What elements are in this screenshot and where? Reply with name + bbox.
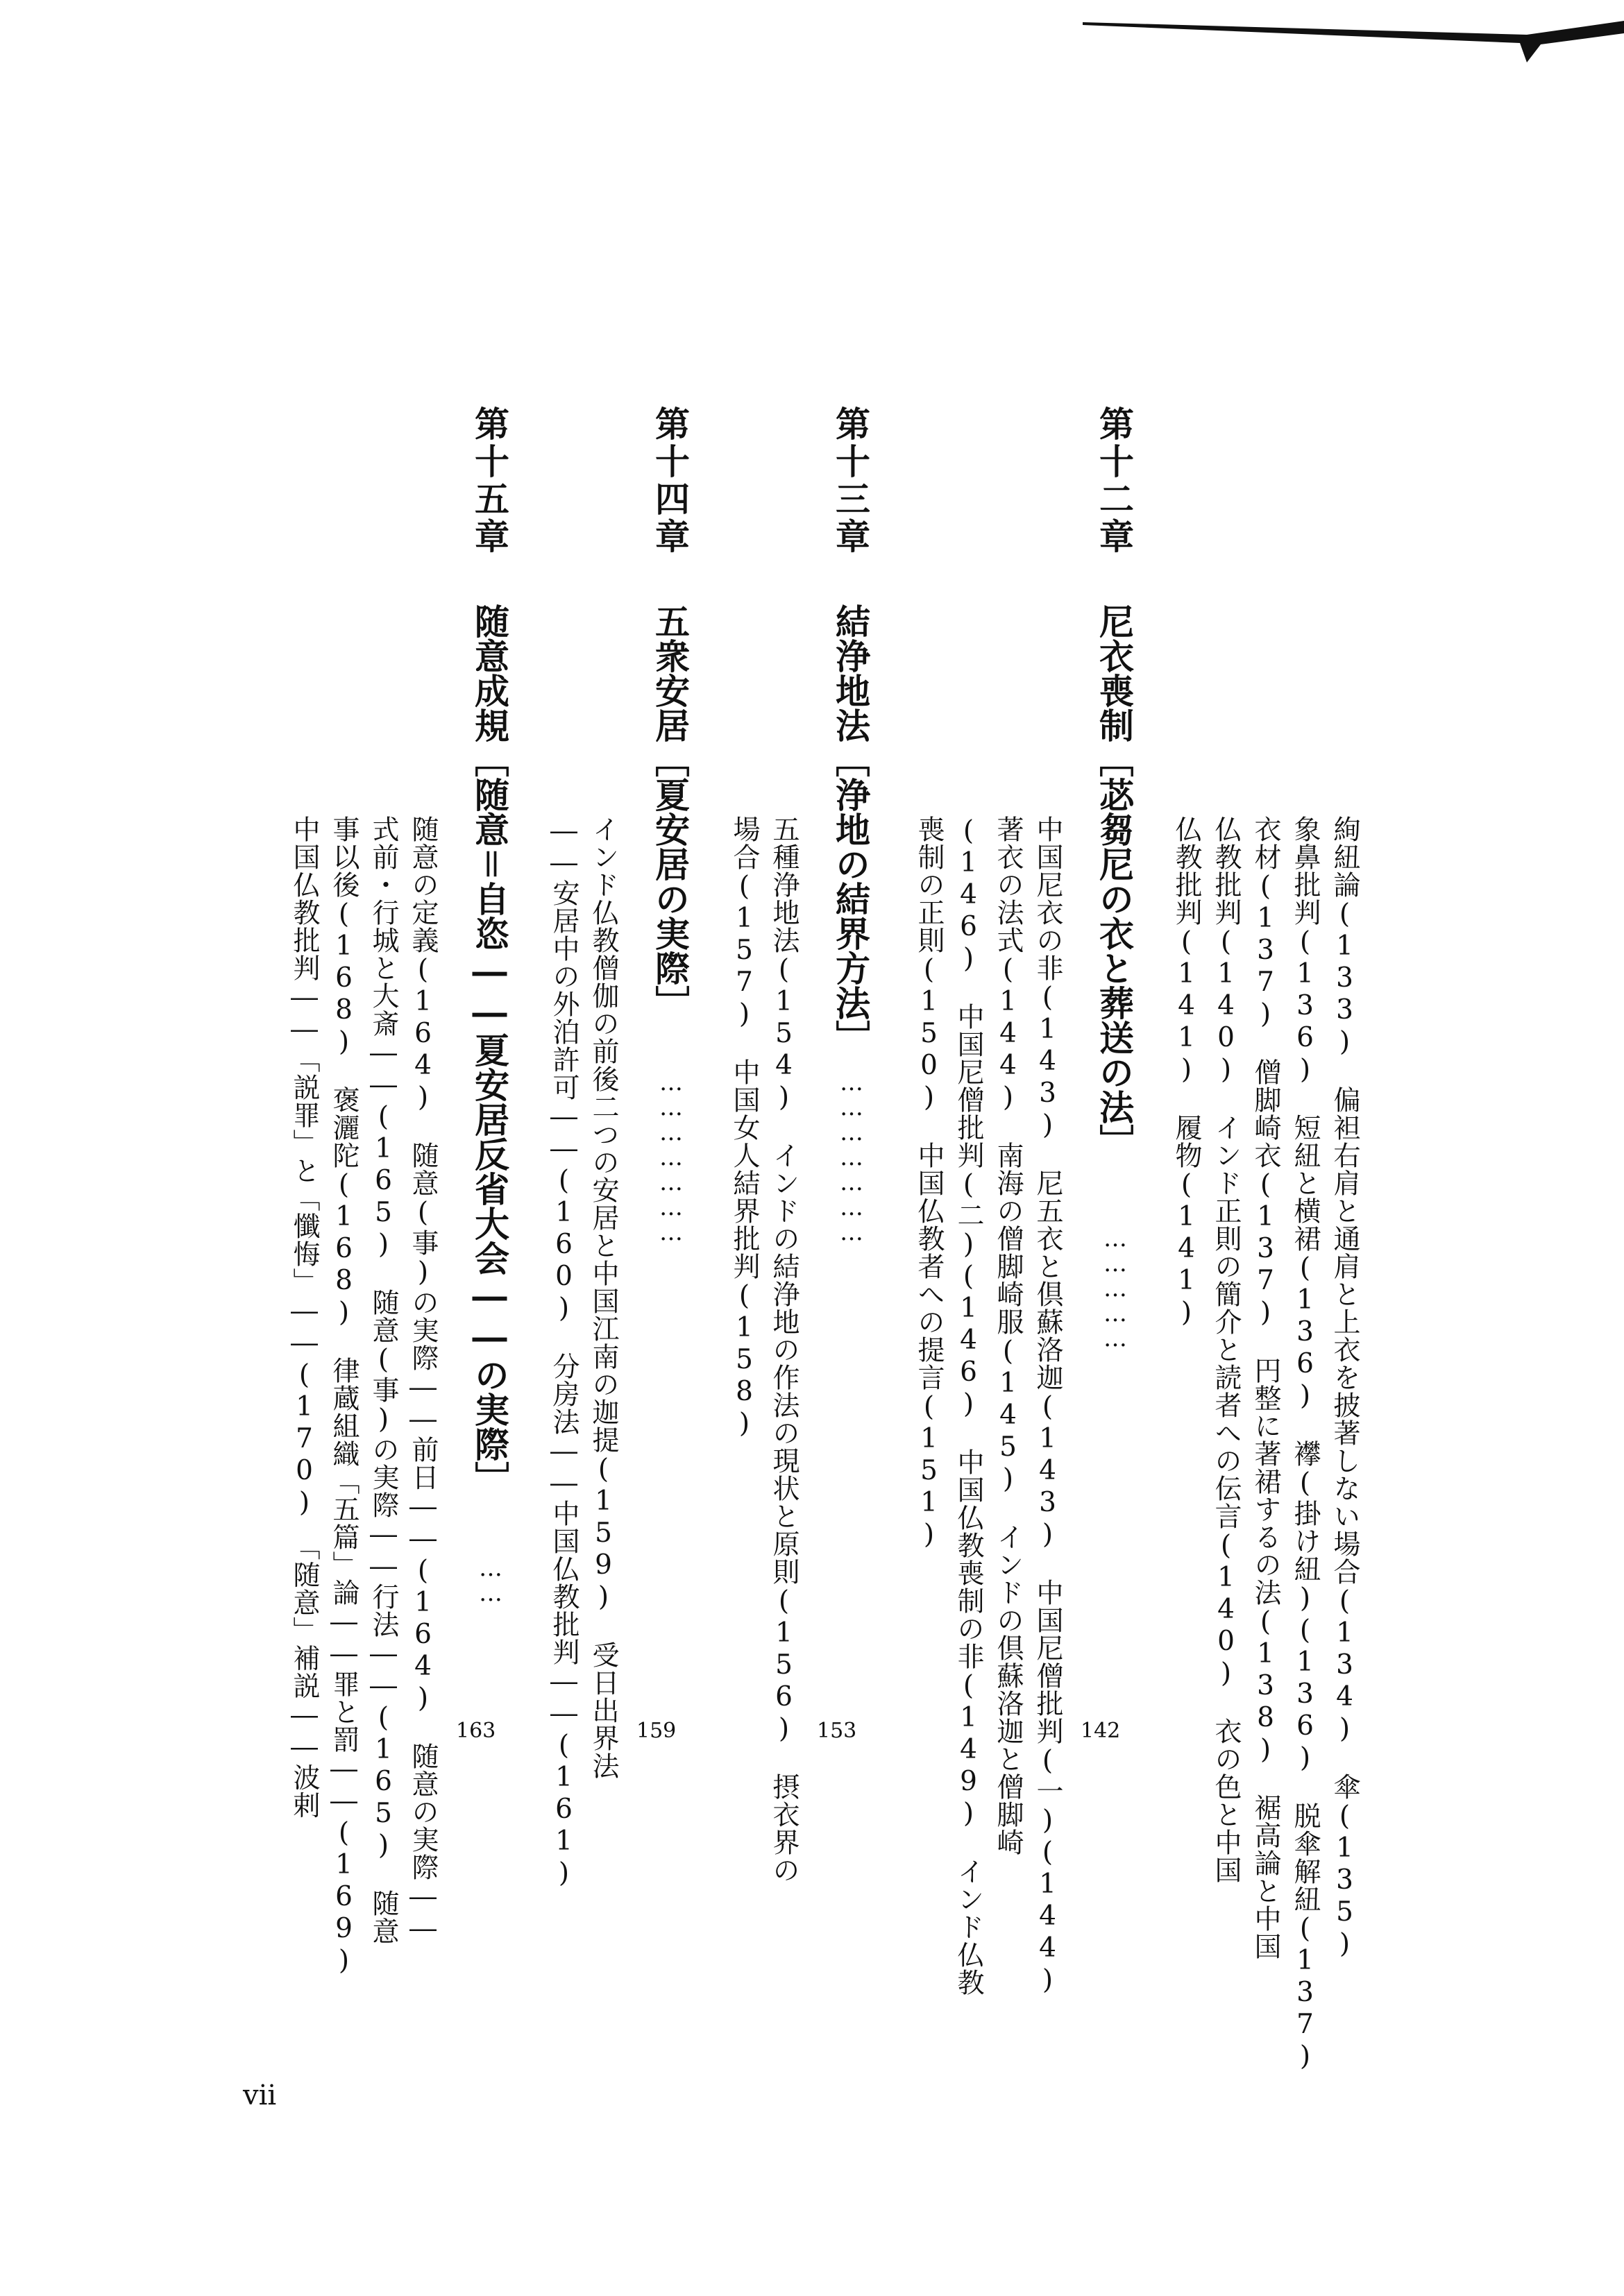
leader-dots: …… — [477, 1554, 505, 1604]
chapter-item-line: 五種浄地法(154) インドの結浄地の作法の現状と原則(156) 摂衣界の — [768, 815, 800, 1884]
chapter-title — [650, 604, 691, 1020]
chapter-item-line: 事以後(168) 褒灑陀(168) 律蔵組織「五篇」論――罪と罰――(169) — [328, 815, 360, 1977]
prev-chapter-line: 衣材(137) 僧脚崎衣(137) 円整に著裙するの法(138) 裾高論と中国 — [1250, 815, 1281, 1960]
chapter-label: 第十五章 — [469, 406, 510, 556]
chapter-title — [830, 604, 871, 1055]
chapter-item-line: 式前・行城と大斎――(165) 随意(事)の実際――行法――(165) 随意 — [368, 815, 399, 1945]
chapter-label: 第十四章 — [650, 406, 691, 556]
chapter-subtitle: ［浄地の結界方法］ — [830, 742, 871, 1055]
chapter-item-line: 中国尼衣の非(143) 尼五衣と倶蘇洛迦(143) 中国尼僧批判(一)(144) — [1032, 815, 1063, 1996]
chapter-page-number: 163 — [456, 1719, 496, 1743]
top-rule-line — [1083, 14, 1624, 62]
chapter-subtitle: ［夏安居の実際］ — [650, 742, 691, 1020]
chapter-item-line: ――安居中の外泊許可――(160) 分房法――中国仏教批判――(161) — [548, 815, 580, 1889]
chapter-item-line: (146) 中国尼僧批判(二)(146) 中国仏教喪制の非(149) インド仏教 — [953, 815, 984, 1996]
chapter-item-line: 中国仏教批判――「説罪」と「懺悔」――(170) 「随意」補説――波剌 — [289, 815, 320, 1819]
chapter-title — [1094, 604, 1135, 1159]
chapter-title-main: 随意成規 — [469, 604, 510, 742]
leader-dots: ………………… — [838, 1069, 865, 1243]
chapter-title-main: 結浄地法 — [830, 604, 871, 742]
chapter-item-line: インド仏教僧伽の前後二つの安居と中国江南の迦提(159) 受日出界法 — [588, 815, 619, 1780]
chapter-page-number: 153 — [817, 1719, 857, 1743]
chapter-item-line: 著衣の法式(144) 南海の僧脚崎服(145) インドの倶蘇洛迦と僧脚崎 — [992, 815, 1024, 1856]
chapter-page-number: 142 — [1081, 1719, 1121, 1743]
prev-chapter-line: 象鼻批判(136) 短紐と横裙(136) 襻(掛け紐)(136) 脱傘解紐(137) — [1289, 815, 1321, 2073]
chapter-item-line: 喪制の正則(150) 中国仏教者への提言(151) — [913, 815, 945, 1551]
chapter-item-line: 場合(157) 中国女人結界批判(158) — [729, 815, 760, 1440]
chapter-label: 第十二章 — [1094, 406, 1135, 556]
chapter-subtitle: ［随意＝自恣――夏安居反省大会――の実際］ — [469, 742, 510, 1496]
chapter-title — [469, 604, 510, 1496]
chapter-page-number: 159 — [636, 1719, 677, 1743]
chapter-label: 第十三章 — [830, 406, 871, 556]
chapter-item-line: 随意の定義(164) 随意(事)の実際――前日――(164) 随意の実際―― — [407, 815, 439, 1945]
chapter-title-main: 五衆安居 — [650, 604, 691, 742]
prev-chapter-line: 仏教批判(140) インド正則の簡介と読者への伝言(140) 衣の色と中国 — [1210, 815, 1242, 1884]
prev-chapter-line: 仏教批判(141) 履物(141) — [1171, 815, 1202, 1329]
leader-dots: ………………… — [657, 1069, 685, 1243]
page-number: vii — [243, 2080, 277, 2111]
leader-dots: …………… — [1101, 1225, 1129, 1350]
chapter-title-main: 尼衣喪制 — [1094, 604, 1135, 742]
prev-chapter-line: 絢紐論(133) 偏袒右肩と通肩と上衣を披著しない場合(134) 傘(135) — [1329, 815, 1360, 1960]
chapter-subtitle: ［苾芻尼の衣と葬送の法］ — [1094, 742, 1135, 1159]
